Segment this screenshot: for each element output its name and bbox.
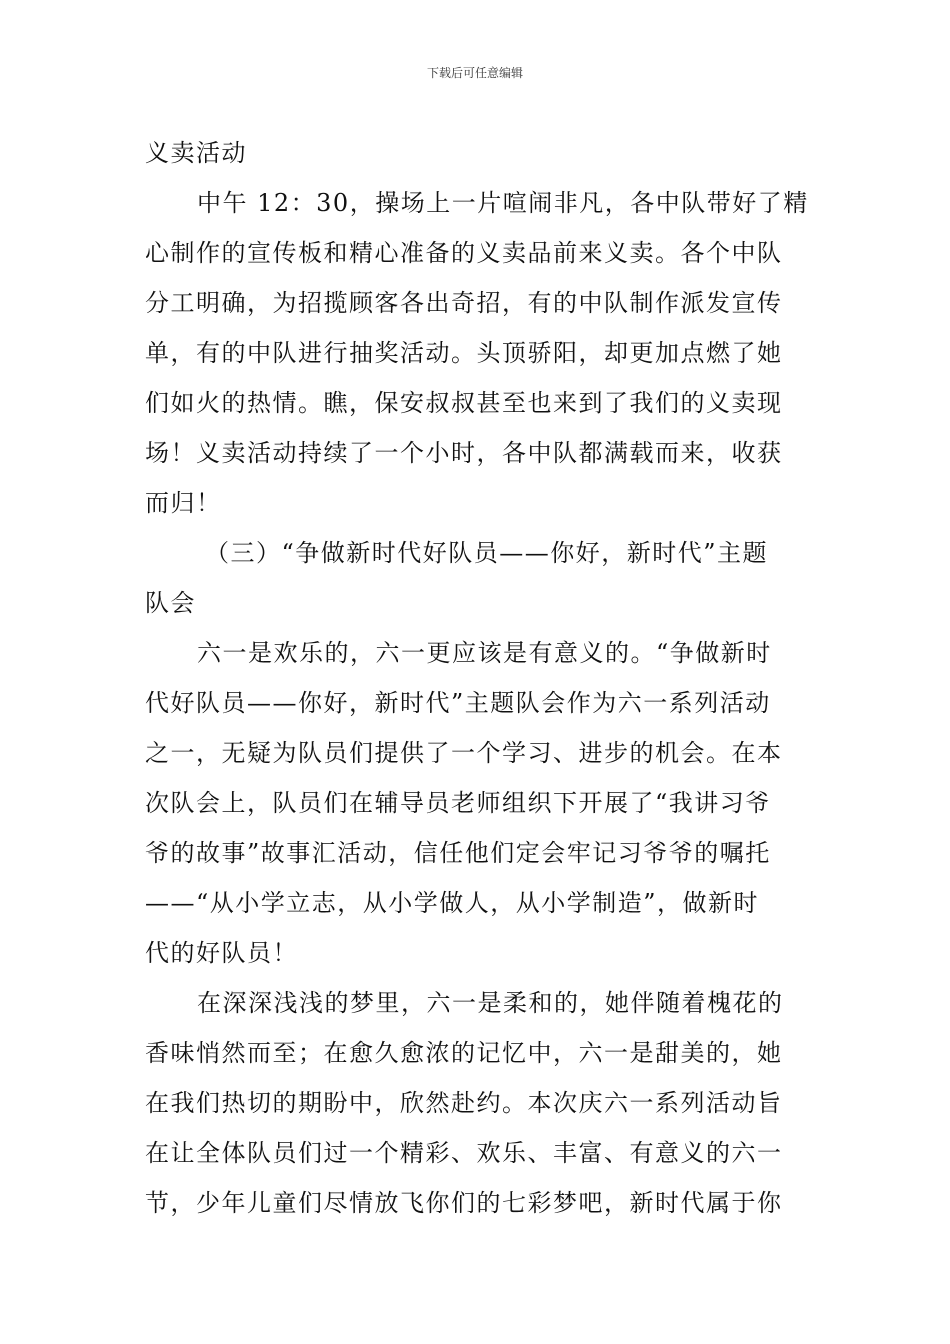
paragraph-line: 爷的故事”故事汇活动，信任他们定会牢记习爷爷的嘱托 <box>145 839 771 867</box>
paragraph-line: 之一，无疑为队员们提供了一个学习、进步的机会。在本 <box>145 739 783 767</box>
paragraph-line: 在让全体队员们过一个精彩、欢乐、丰富、有意义的六一 <box>145 1139 783 1167</box>
paragraph-line: 单，有的中队进行抽奖活动。头顶骄阳，却更加点燃了她 <box>145 339 783 367</box>
paragraph-line: 们如火的热情。瞧，保安叔叔甚至也来到了我们的义卖现 <box>145 389 783 417</box>
page-header: 下载后可任意编辑 <box>426 66 523 80</box>
paragraph-line: 场！义卖活动持续了一个小时，各中队都满载而来，收获 <box>145 439 783 467</box>
paragraph-line: 中午 12：30，操场上一片喧闹非凡，各中队带好了精 <box>197 189 809 217</box>
paragraph-line: ——“从小学立志，从小学做人，从小学制造”，做新时 <box>145 889 760 917</box>
section-heading-line: 义卖活动 <box>145 139 247 167</box>
document-body <box>145 128 807 1228</box>
paragraph-line: 次队会上，队员们在辅导员老师组织下开展了“我讲习爷 <box>145 789 771 817</box>
paragraph-line: 心制作的宣传板和精心准备的义卖品前来义卖。各个中队 <box>145 239 783 267</box>
paragraph-line: 在深深浅浅的梦里，六一是柔和的，她伴随着槐花的 <box>197 989 784 1017</box>
section-heading-line: （三）“争做新时代好队员——你好，新时代”主题 <box>205 539 769 567</box>
section-heading-line: 队会 <box>145 589 196 617</box>
paragraph-line: 香味悄然而至；在愈久愈浓的记忆中，六一是甜美的，她 <box>145 1039 783 1067</box>
paragraph-line: 六一是欢乐的，六一更应该是有意义的。“争做新时 <box>197 639 772 667</box>
paragraph-line: 而归！ <box>145 489 222 517</box>
paragraph-line: 节，少年儿童们尽情放飞你们的七彩梦吧，新时代属于你 <box>145 1189 783 1217</box>
paragraph-line: 代好队员——你好，新时代”主题队会作为六一系列活动 <box>145 689 771 717</box>
paragraph-line: 在我们热切的期盼中，欣然赴约。本次庆六一系列活动旨 <box>145 1089 783 1117</box>
paragraph-line: 代的好队员！ <box>145 939 298 967</box>
paragraph-line: 分工明确，为招揽顾客各出奇招，有的中队制作派发宣传 <box>145 289 783 317</box>
